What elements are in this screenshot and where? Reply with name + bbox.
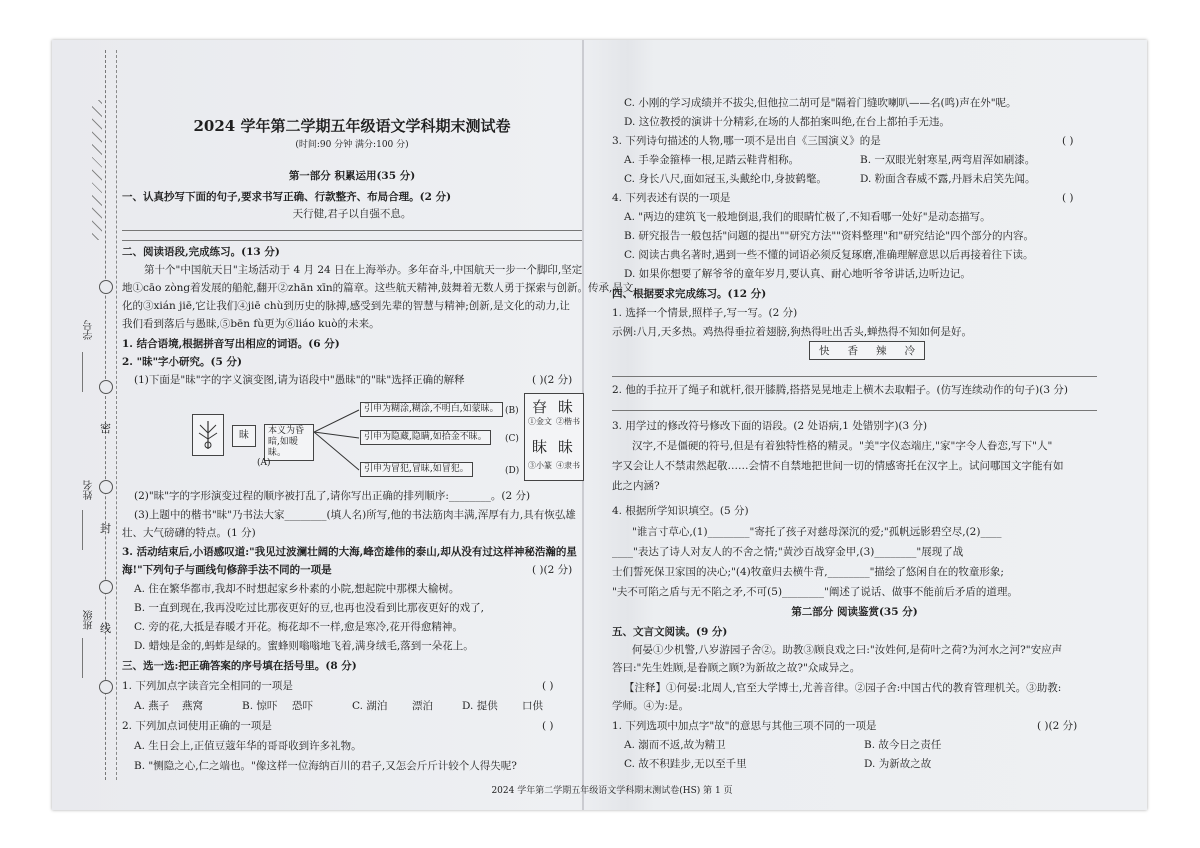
q2-1-prompt: 1. 结合语境,根据拼音写出相应的词语。(6 分) — [122, 338, 340, 350]
option: A. 住在繁华都市,我却不时想起家乡朴素的小院,想起院中那棵大榆树。 — [134, 583, 460, 595]
q2-2-3-prompt: (3)上题中的楷书"昧"乃书法大家________(填人名)所写,他的书法筋肉丰满,浑厚有力,具有恢弘雄 — [134, 509, 576, 521]
q2-3-prompt: 3. 活动结束后,小语感叹道:"我见过波澜壮阔的大海,峰峦雄伟的泰山,却从没有过这样神秘浩瀚的星 — [122, 546, 577, 558]
option: C. 阅读古典名著时,遇到一些不懂的词语必须反复琢磨,准确理解意思以后再接着往下读。 — [624, 249, 1034, 261]
diagram-arrows — [314, 402, 364, 482]
option: C. 身长八尺,面如冠玉,头戴纶巾,身披鹤氅。 — [624, 173, 827, 185]
answer-bracket[interactable]: ( ) — [542, 680, 554, 692]
class-label: 班级 — [84, 610, 95, 630]
script-label: ②楷书 — [556, 417, 580, 426]
option: A. 生日会上,正值豆蔻年华的哥哥收到许多礼物。 — [134, 740, 362, 752]
answer-bracket[interactable]: ( )(2 分) — [1037, 720, 1078, 732]
q2-prompt: 二、阅读语段,完成练习。(13 分) — [122, 246, 280, 258]
q4-1-example: 示例:八月,天多热。鸡热得垂拉着翅膀,狗热得吐出舌头,蝉热得不知如何是好。 — [612, 326, 973, 338]
exam-title: 2024 学年第二学期五年级语文学科期末测试卷 — [193, 117, 511, 135]
option: C. 故不积跬步,无以至千里 — [624, 758, 747, 770]
option: C. 小刚的学习成绩并不拔尖,但他拉二胡可是"隔着门缝吹喇叭——名(鸣)声在外"呢。 — [624, 97, 1017, 109]
passage-line: 化的③xián jiē,它让我们④jiē chù到历史的脉搏,感受到先辈的智慧与精神;创新,是文化的动力,让 — [122, 300, 570, 312]
binding-dashed-line — [116, 50, 118, 780]
fill-line: "夫不可陷之盾与无不陷之矛,不可(5)________"阐述了说话、做事不能前后矛盾的道理。 — [612, 586, 1018, 598]
tag-b: (B) — [505, 406, 519, 416]
option: A. 手拳金箍棒一根,足踏云鞋背相称。 — [624, 154, 800, 166]
q2-3-cont: 海!"下列句子与画线句修辞手法不同的一项是 — [122, 564, 332, 576]
q4-4-prompt: 4. 根据所学知识填空。(5 分) — [612, 505, 749, 517]
fill-line: "谁言寸草心,(1)________"寄托了孩子对慈母深沉的爱;"孤帆远影碧空尽,(2)____ — [632, 526, 1002, 538]
passage-line: 第十个"中国航天日"主场活动于 4 月 24 日在上海举办。多年奋斗,中国航天一步一个脚印,坚定 — [144, 264, 583, 276]
write-line[interactable] — [122, 230, 582, 231]
binding-char: 封 — [100, 522, 111, 535]
option: B. 一直到现在,我再没吃过比那夜更好的豆,也再也没看到比那夜更好的戏了, — [134, 602, 484, 614]
script-glyph: 昧 — [558, 398, 574, 416]
option: D. 提供 — [462, 700, 498, 712]
scene-option[interactable]: 辣 — [876, 345, 887, 357]
option: C. 旁的花,大抵是春暖才开花。梅花却不一样,愈是寒冷,花开得愈精神。 — [134, 621, 463, 633]
option: D. 蜡烛是金的,蚂蚱是绿的。蜜蜂则嗡嗡地飞着,满身绒毛,落到一朵花上。 — [134, 640, 474, 652]
q5-prompt: 五、文言文阅读。(9 分) — [612, 626, 728, 638]
option: B. 惊吓 — [242, 700, 278, 712]
q2-2-prompt: 2. "昧"字小研究。(5 分) — [122, 356, 242, 368]
option: D. 粉面含春威不露,丹唇未启笑先闻。 — [860, 173, 1036, 185]
option: A. "两边的建筑飞一般地倒退,我们的眼睛忙极了,不知看哪一处好"是动态描写。 — [624, 211, 991, 223]
revise-text: 此之内涵? — [612, 480, 660, 492]
q3-2-prompt: 2. 下列加点词使用正确的一项是 — [122, 720, 272, 732]
script-label: ③小篆 — [528, 461, 552, 470]
student-id-label: 学号 — [84, 320, 95, 340]
diagram-label-a: (A) — [257, 458, 271, 468]
option: 燕窝 — [182, 700, 203, 712]
meaning-box-d: 引申为冒犯,冒昧,如冒犯。 — [360, 462, 473, 477]
part2-heading: 第二部分 阅读鉴赏(35 分) — [791, 606, 918, 618]
fill-line: ____"表达了诗人对友人的不舍之情;"黄沙百战穿金甲,(3)________"展现了战 — [612, 546, 964, 558]
q5-1-prompt: 1. 下列选项中加点字"故"的意思与其他三项不同的一项是 — [612, 720, 877, 732]
binding-hole — [99, 580, 113, 594]
exam-meta: (时间:90 分钟 满分:100 分) — [295, 140, 409, 150]
binding-char: 密 — [100, 422, 111, 435]
option: A. 溺而不返,故为精卫 — [624, 739, 726, 751]
binding-hole — [99, 280, 113, 294]
oracle-glyph-box — [192, 414, 224, 456]
revise-text: 汉字,不是僵硬的符号,但是有着独特性格的精灵。"美"字仪态端庄,"家"字令人眷恋,写下"人" — [632, 440, 1053, 452]
q4-1-prompt: 1. 选择一个情景,照样子,写一写。(2 分) — [612, 307, 798, 319]
option: 漂泊 — [412, 700, 433, 712]
origin-meaning-box: 本义为昏暗,如暧昧。 — [264, 424, 314, 461]
answer-bracket[interactable]: ( )(2 分) — [532, 564, 573, 576]
answer-bracket[interactable]: ( )(2 分) — [532, 374, 573, 386]
option: D. 这位教授的演讲十分精彩,在场的人都拍案叫绝,在台上都拍手无违。 — [624, 116, 950, 128]
q3-prompt: 三、选一选:把正确答案的序号填在括号里。(8 分) — [122, 660, 357, 672]
scene-option[interactable]: 香 — [847, 345, 858, 357]
q3-4-prompt: 4. 下列表述有误的一项是 — [612, 192, 731, 204]
oracle-glyph-icon — [193, 415, 223, 455]
meaning-box-c: 引申为隐藏,隐瞒,如拾金不昧。 — [360, 430, 491, 445]
option: B. "恻隐之心,仁之端也。"像这样一位海纳百川的君子,又怎会斤斤计较个人得失呢? — [134, 760, 517, 772]
name-write-line[interactable] — [82, 510, 83, 550]
script-glyph: 昚 — [532, 398, 548, 416]
script-label: ④隶书 — [556, 461, 580, 470]
q3-1-prompt: 1. 下列加点字读音完全相同的一项是 — [122, 680, 293, 692]
mid-char-box: 昧 — [232, 425, 256, 447]
answer-bracket[interactable]: ( ) — [1062, 135, 1074, 147]
scene-option[interactable]: 冷 — [904, 345, 915, 357]
option: D. 如果你想要了解爷爷的童年岁月,要认真、耐心地听爷爷讲话,边听边记。 — [624, 268, 971, 280]
option: A. 燕子 — [134, 700, 170, 712]
exam-sheet — [52, 40, 1147, 810]
q2-2-1-prompt: (1)下面是"昧"字的字义演变图,请为语段中"愚昧"的"昧"选择正确的解释 — [134, 374, 465, 386]
option: 口供 — [522, 700, 543, 712]
passage-line: 我们看到落后与愚昧,⑤bēn fù更为⑥liáo kuò的未来。 — [122, 318, 380, 330]
id-write-line[interactable] — [82, 352, 83, 392]
tag-c: (C) — [505, 434, 519, 444]
option: B. 故今日之责任 — [864, 739, 942, 751]
answer-bracket[interactable]: ( ) — [1062, 192, 1074, 204]
q3-3-prompt: 3. 下列诗句描述的人物,哪一项不是出自《三国演义》的是 — [612, 135, 881, 147]
q1-prompt: 一、认真抄写下面的句子,要求书写正确、行款整齐、布局合理。(2 分) — [122, 191, 452, 203]
annotation: 学师。④为:是。 — [612, 700, 690, 712]
binding-char: 线 — [100, 622, 111, 635]
q2-2-3-cont: 壮、大气磅礴的特点。(1 分) — [122, 527, 256, 539]
passage-line: 地①cāo zòng着发展的船舵,翻开②zhān xīn的篇章。这些航天精神,鼓舞着无数人勇于探索与创新。传承,是文 — [122, 282, 634, 294]
script-glyph: 昧 — [558, 438, 574, 456]
q2-2-2-prompt: (2)"昧"字的字形演变过程的顺序被打乱了,请你写出正确的排列顺序:________。(2 分) — [134, 490, 531, 502]
annotation: 【注释】①何晏:北周人,官至大学博士,尤善音律。②园子舍:中国古代的教育管理机关。③助教: — [624, 682, 1062, 694]
answer-bracket[interactable]: ( ) — [542, 720, 554, 732]
revise-text: 字又会让人不禁肃然起敬……会情不自禁地把世间一切的情感寄托在汉字上。试问哪国文字能有如 — [612, 460, 1064, 472]
option: C. 湖泊 — [352, 700, 388, 712]
q4-3-prompt: 3. 用学过的修改符号修改下面的语段。(2 处语病,1 处错别字)(3 分) — [612, 420, 928, 432]
script-glyph: 眜 — [532, 438, 548, 456]
option: B. 一双眼光射寒星,两弯眉浑如刷漆。 — [860, 154, 1036, 166]
binding-hole — [99, 680, 113, 694]
binding-zigzag — [92, 100, 102, 240]
tag-d: (D) — [505, 466, 520, 476]
classical-text: 何晏①少机警,八岁游园子舍②。助教③顾良戏之曰:"汝姓何,是荷叶之荷?为河水之河?"安应声 — [632, 644, 1063, 656]
option: B. 研究报告一般包括"问题的提出""研究方法""资料整理"和"研究结论"四个部分的内容。 — [624, 230, 1035, 242]
scene-choice-box — [809, 341, 925, 360]
student-name-label: 姓名 — [84, 480, 95, 500]
classical-text: 答曰:"先生姓顾,是眷顾之顾?为新故之故?"众咸异之。 — [612, 662, 861, 674]
binding-hole — [99, 480, 113, 494]
q1-sentence: 天行健,君子以自强不息。 — [292, 208, 412, 220]
meaning-box-b: 引申为糊涂,糊涂,不明白,如蒙昧。 — [360, 402, 503, 417]
q4-prompt: 四、根据要求完成练习。(12 分) — [612, 288, 767, 300]
script-label: ①金文 — [528, 417, 552, 426]
binding-hole — [99, 380, 113, 394]
option: 恐吓 — [292, 700, 313, 712]
fill-line: 士们誓死保卫家国的决心;"(4)牧童归去横牛背,________"描绘了悠闲自在的牧童形象; — [612, 566, 1004, 578]
answer-line[interactable] — [612, 410, 1097, 411]
q4-2-prompt: 2. 他的手拉开了绳子和就杆,很开膝腾,搭搭晃晃地走上横木去取帽子。(仿写连续动作的句子)(3 分) — [612, 384, 1068, 396]
scene-option[interactable]: 快 — [819, 345, 830, 357]
class-write-line[interactable] — [82, 638, 83, 678]
answer-line[interactable] — [612, 376, 1097, 377]
write-line[interactable] — [122, 240, 582, 241]
option: D. 为新故之故 — [864, 758, 932, 770]
page-footer: 2024 学年第二学期五年级语文学科期末测试卷(HS) 第 1 页 — [491, 786, 733, 796]
part1-heading: 第一部分 积累运用(35 分) — [288, 170, 416, 182]
binding-dashed-line — [105, 50, 107, 780]
